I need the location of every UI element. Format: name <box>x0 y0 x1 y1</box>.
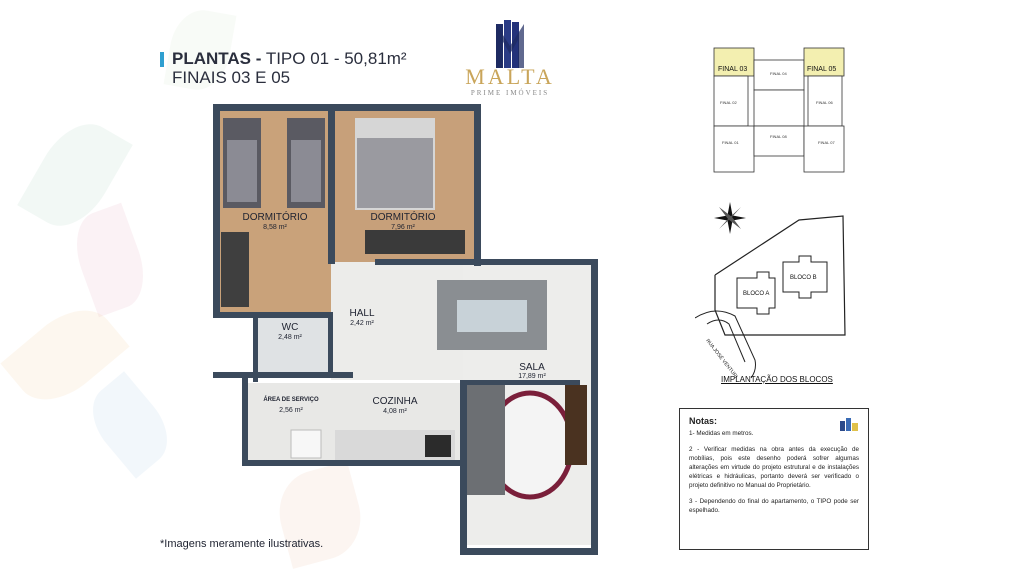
street-label: RUA JOSÉ VENTURI <box>704 338 739 380</box>
block-b-label: BLOCO B <box>790 275 817 281</box>
key-plan-unit-03: FINAL 03 <box>718 66 748 73</box>
key-plan-unit-04: FINAL 04 <box>770 71 787 76</box>
note-item: 1- Medidas em metros. <box>689 430 754 437</box>
room-label-laundry: ÁREA DE SERVIÇO <box>263 397 319 403</box>
floor-plan <box>205 100 605 560</box>
note-item: 3 - Dependendo do final do apartamento, o TIPO pode ser espelhado. <box>689 498 859 514</box>
title-accent-bar <box>160 52 164 67</box>
note-item: 2 - Verificar medidas na obra antes da execução de mobílias, pois este desenho poderá sofrer algumas alterações em virtude do projeto estrutural e de instalações elétricas e hidráulicas, portanto deverá ser verificado o projeto definitivo no Manual do Proprietário. <box>689 446 859 489</box>
notes-box <box>679 408 869 550</box>
site-plan-caption: IMPLANTAÇÃO DOS BLOCOS <box>721 375 833 384</box>
site-plan <box>695 200 855 390</box>
room-area-living: 17,89 m² <box>518 373 546 380</box>
page-subtitle: FINAIS 03 E 05 <box>172 68 291 87</box>
room-label-living: SALA <box>519 362 545 373</box>
compass-icon <box>714 202 746 234</box>
room-label-bedroom-1: DORMITÓRIO <box>242 212 308 223</box>
room-area-laundry: 2,56 m² <box>279 407 303 414</box>
room-area-hall: 2,42 m² <box>350 320 374 327</box>
key-plan-unit-01: FINAL 01 <box>722 140 739 145</box>
decorative-leaf <box>78 371 182 479</box>
mini-building-icon <box>838 417 860 431</box>
room-area-bedroom-2: 7,96 m² <box>391 224 415 231</box>
room-label-wc: WC <box>281 322 299 333</box>
key-plan-unit-05: FINAL 05 <box>807 66 837 73</box>
key-plan-unit-02: FINAL 02 <box>720 100 737 105</box>
key-plan <box>708 46 848 176</box>
disclaimer-text: *Imagens meramente ilustrativas. <box>160 538 324 550</box>
room-area-bedroom-1: 8,58 m² <box>263 224 287 231</box>
key-plan-unit-07: FINAL 07 <box>818 140 835 145</box>
room-label-kitchen: COZINHA <box>372 396 418 407</box>
room-label-hall: HALL <box>349 308 375 319</box>
room-area-wc: 2,48 m² <box>278 334 302 341</box>
block-a-label: BLOCO A <box>743 291 770 297</box>
room-label-bedroom-2: DORMITÓRIO <box>370 212 436 223</box>
key-plan-unit-08: FINAL 08 <box>770 134 787 139</box>
logo-tagline: PRIME IMÓVEIS <box>470 89 550 97</box>
room-area-kitchen: 4,08 m² <box>383 408 407 415</box>
logo-name: MALTA <box>465 64 555 89</box>
floor-plan-drawing <box>205 100 605 560</box>
notes-title: Notas: <box>689 416 718 426</box>
page-title: PLANTAS - TIPO 01 - 50,81m² <box>172 49 407 68</box>
key-plan-unit-06: FINAL 06 <box>816 100 833 105</box>
